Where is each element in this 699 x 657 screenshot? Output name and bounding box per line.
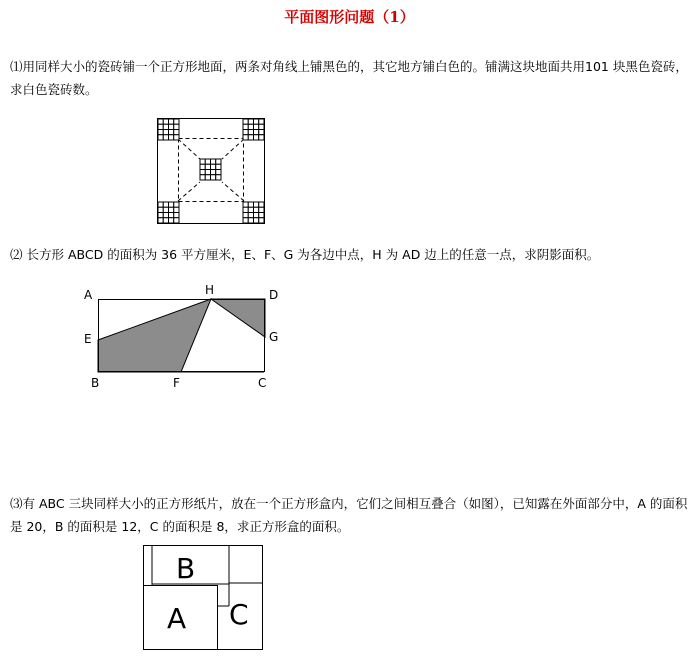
label-a3: A xyxy=(167,602,187,635)
label-c: C xyxy=(258,376,267,390)
label-g: G xyxy=(269,330,279,344)
question-3-number: ⑶ xyxy=(10,496,23,511)
label-c3: C xyxy=(229,598,249,631)
label-b3: B xyxy=(176,552,196,585)
question-3-text: 有 ABC 三块同样大小的正方形纸片，放在一个正方形盒内，它们之间相互叠合（如图），已知露在外面部分中，A 的面积是 20，B 的面积是 12，C 的面积是 8，求正方形盒的面积。 xyxy=(10,496,688,534)
label-f: F xyxy=(173,376,180,390)
page-title: 平面图形问题（1） xyxy=(284,8,415,26)
label-h: H xyxy=(205,283,215,297)
label-a: A xyxy=(84,288,93,302)
question-1-text: 用同样大小的瓷砖铺一个正方形地面，两条对角线上铺黑色的，其它地方铺白色的。铺满这块地面共用101 块黑色瓷砖，求白色瓷砖数。 xyxy=(10,59,688,97)
question-1-number: ⑴ xyxy=(10,59,23,74)
question-2-text: 长方形 ABCD 的面积为 36 平方厘米，E、F、G 为各边中点，H 为 AD 边上的任意一点，求阴影面积。 xyxy=(22,247,600,262)
label-e: E xyxy=(84,332,92,346)
label-b: B xyxy=(91,376,100,390)
label-d: D xyxy=(269,288,279,302)
question-2-number: ⑵ xyxy=(10,247,23,262)
